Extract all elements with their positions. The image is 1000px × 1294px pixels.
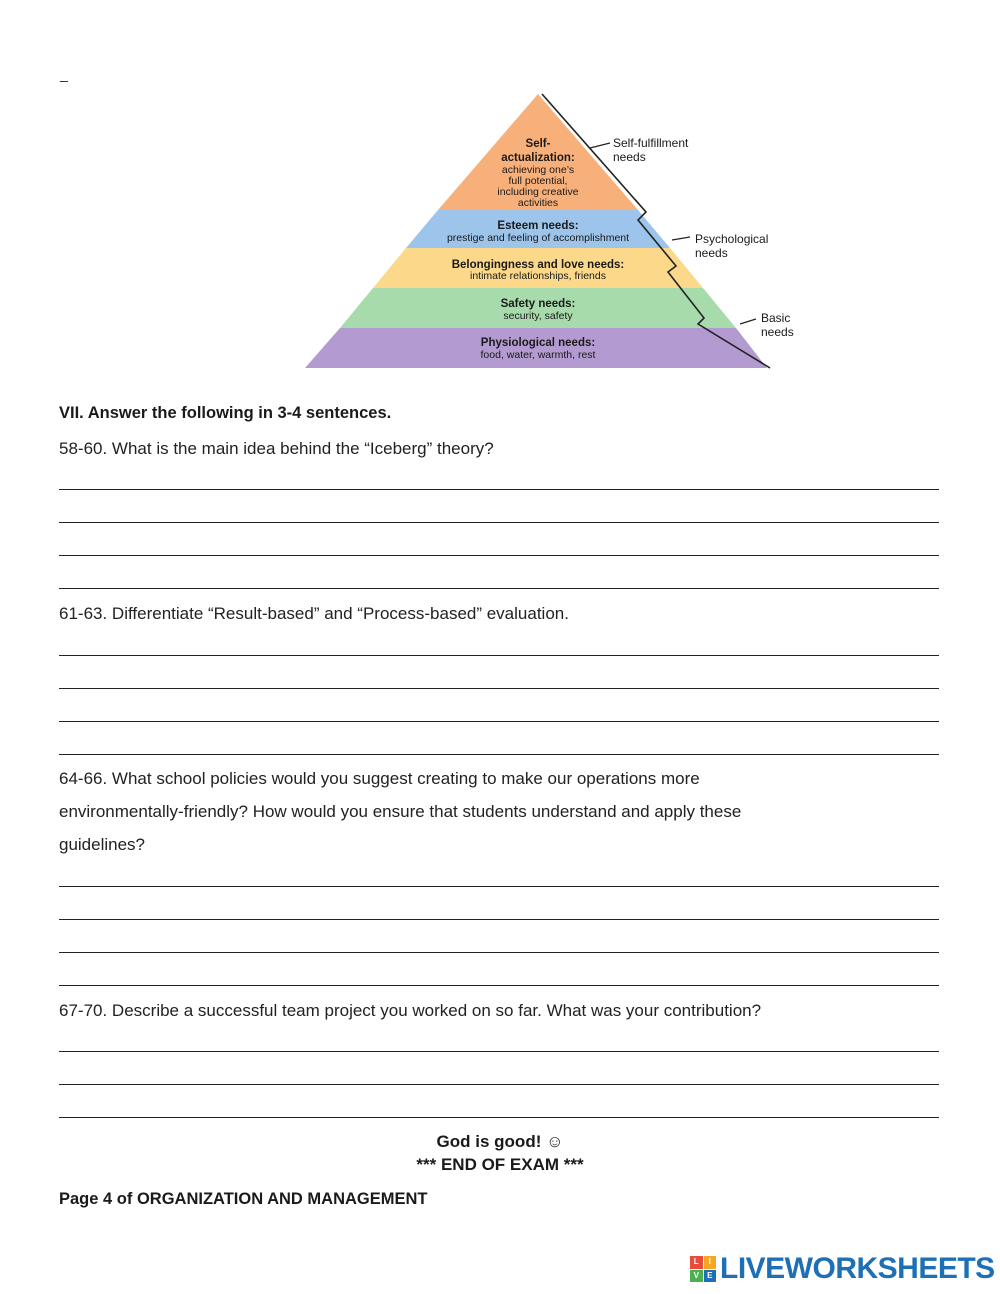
level-desc: intimate relationships, friends [470,270,606,282]
logo-mark-icon: L I V E [690,1256,716,1282]
answer-line[interactable] [59,1117,939,1118]
level-desc: prestige and feeling of accomplishment [446,232,630,244]
answer-line[interactable] [59,754,939,755]
level-title: actualization: [501,152,575,164]
bracket-tick [672,237,690,240]
level-desc: achieving one’s [501,164,575,176]
level-desc: food, water, warmth, rest [480,349,596,361]
bracket-tick [590,143,610,148]
top-mark: _ [60,66,68,82]
level-desc: security, safety [503,310,573,322]
answer-line[interactable] [59,688,939,689]
question-67-70: 67-70. Describe a successful team project you worked on so far. What was your contribution? [59,1001,762,1020]
answer-line[interactable] [59,1051,939,1052]
answer-line[interactable] [59,1084,939,1085]
answer-line[interactable] [59,522,939,523]
question-64-66-line3: guidelines? [59,835,146,854]
section-title: VII. Answer the following in 3-4 sentences. [59,404,392,422]
answer-line[interactable] [59,489,939,490]
level-title: Safety needs: [500,298,576,310]
level-title: Belongingness and love needs: [451,259,625,271]
group-label: needs [613,150,646,164]
level-title: Physiological needs: [480,337,596,349]
maslow-pyramid-figure [300,88,810,373]
closing-line-2: *** END OF EXAM *** [416,1155,584,1174]
group-label: needs [761,325,794,339]
closing-line-1: God is good! ☺ [436,1132,564,1151]
question-61-63: 61-63. Differentiate “Result-based” and “Process-based” evaluation. [59,604,569,623]
group-label: Self-fulfillment [613,136,689,150]
bracket-tick [740,319,756,324]
answer-line[interactable] [59,555,939,556]
question-58-60: 58-60. What is the main idea behind the “Iceberg” theory? [59,439,494,458]
level-desc: activities [517,197,559,209]
group-label: Basic [761,311,791,325]
level-desc: full potential, [508,175,568,187]
page-footer: Page 4 of ORGANIZATION AND MANAGEMENT [59,1190,428,1208]
answer-line[interactable] [59,886,939,887]
answer-line[interactable] [59,919,939,920]
level-title: Esteem needs: [497,220,579,232]
liveworksheets-logo[interactable] [690,1254,995,1284]
question-64-66-line2: environmentally-friendly? How would you ensure that students understand and apply these [59,802,742,821]
answer-line[interactable] [59,655,939,656]
answer-line[interactable] [59,721,939,722]
question-64-66-line1: 64-66. What school policies would you suggest creating to make our operations more [59,769,700,788]
group-label: needs [695,246,728,260]
level-title: Self- [525,138,551,150]
answer-line[interactable] [59,588,939,589]
answer-line[interactable] [59,985,939,986]
group-label: Psychological [695,232,769,246]
logo-text: LIVEWORKSHEETS [720,1252,995,1285]
answer-line[interactable] [59,952,939,953]
level-desc: including creative [497,186,579,198]
